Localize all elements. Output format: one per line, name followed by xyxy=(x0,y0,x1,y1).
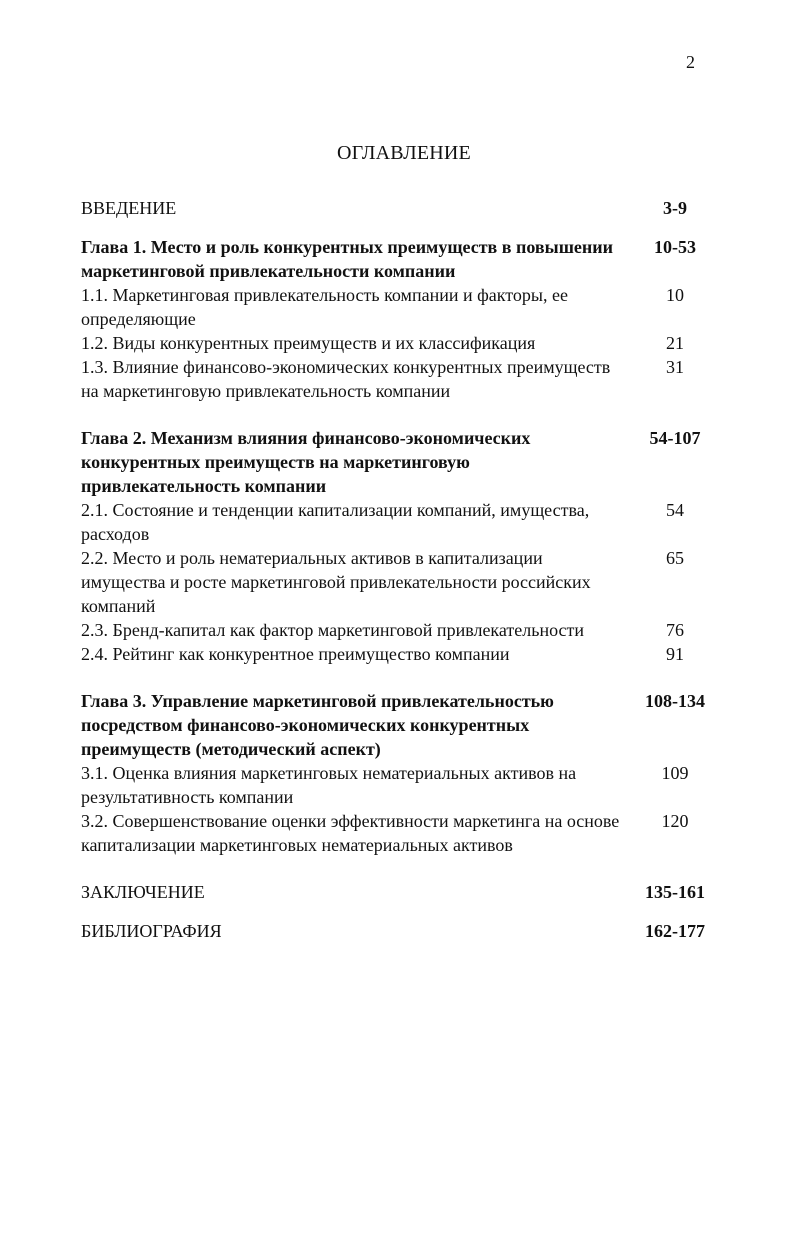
toc-entry-intro xyxy=(81,196,721,220)
toc-entry-title: 1.2. Виды конкурентных преимуществ и их классификация xyxy=(81,333,536,353)
toc-entry-pages: 3-9 xyxy=(663,198,687,218)
toc-entry-title: Глава 1. Место и роль конкурентных преимуществ в повышении маркетинговой привлекательности компании xyxy=(81,237,613,281)
toc-chapter-3 xyxy=(81,689,721,761)
toc-section-1-1 xyxy=(81,283,721,331)
toc-entry-title: ЗАКЛЮЧЕНИЕ xyxy=(81,882,205,902)
toc-entry-title: Глава 2. Механизм влияния финансово-экономических конкурентных преимуществ на маркетинговую привлекательность компании xyxy=(81,428,531,496)
toc-entry-title: 1.1. Маркетинговая привлекательность компании и факторы, ее определяющие xyxy=(81,285,568,329)
toc-entry-pages: 120 xyxy=(661,811,689,831)
toc-entry-title: БИБЛИОГРАФИЯ xyxy=(81,921,222,941)
toc-entry-pages: 162-177 xyxy=(645,921,705,941)
toc-entry-pages: 108-134 xyxy=(645,691,705,711)
toc-entry-title: 2.2. Место и роль нематериальных активов в капитализации имущества и росте маркетинговой привлекательности российских компаний xyxy=(81,548,591,616)
toc-chapter-2 xyxy=(81,426,721,498)
toc-chapter-1 xyxy=(81,235,721,283)
toc-entry-bibliography xyxy=(81,919,721,943)
toc-entry-title: Глава 3. Управление маркетинговой привлекательностью посредством финансово-экономических конкурентных преимуществ (методический аспект) xyxy=(81,691,554,759)
toc-entry-title: 3.1. Оценка влияния маркетинговых нематериальных активов на результативность компании xyxy=(81,763,577,807)
toc-entry-pages: 76 xyxy=(666,620,684,640)
toc-entry-title: 2.1. Состояние и тенденции капитализации компаний, имущества, расходов xyxy=(81,500,590,544)
toc-entry-title: ВВЕДЕНИЕ xyxy=(81,198,177,218)
toc-entry-title: 1.3. Влияние финансово-экономических конкурентных преимуществ на маркетинговую привлекательность компании xyxy=(81,357,611,401)
toc-entry-title: 2.4. Рейтинг как конкурентное преимущество компании xyxy=(81,644,510,664)
toc-entry-pages: 91 xyxy=(666,644,684,664)
toc-entry-pages: 10 xyxy=(666,285,684,305)
toc-entry-title: 3.2. Совершенствование оценки эффективности маркетинга на основе капитализации маркетинговых нематериальных активов xyxy=(81,811,620,855)
toc-section-2-1 xyxy=(81,498,721,546)
toc-entry-pages: 10-53 xyxy=(654,237,696,257)
toc-section-1-3 xyxy=(81,355,721,403)
toc-section-1-2 xyxy=(81,331,721,355)
toc-entry-pages: 65 xyxy=(666,548,684,568)
toc-section-2-3 xyxy=(81,618,721,642)
toc-section-3-1 xyxy=(81,761,721,809)
toc-entry-title: 2.3. Бренд-капитал как фактор маркетинговой привлекательности xyxy=(81,620,585,640)
page-title: ОГЛАВЛЕНИЕ xyxy=(337,142,471,164)
toc-entry-pages: 54 xyxy=(666,500,684,520)
toc-section-2-4 xyxy=(81,642,721,666)
toc-entry-pages: 54-107 xyxy=(649,428,701,448)
page-number: 2 xyxy=(686,52,695,72)
toc-entry-pages: 31 xyxy=(666,357,684,377)
table-of-contents xyxy=(81,196,721,943)
toc-section-3-2 xyxy=(81,809,721,857)
toc-entry-pages: 109 xyxy=(661,763,689,783)
toc-entry-conclusion xyxy=(81,880,721,904)
toc-section-2-2 xyxy=(81,546,721,618)
toc-entry-pages: 135-161 xyxy=(645,882,705,902)
toc-entry-pages: 21 xyxy=(666,333,684,353)
